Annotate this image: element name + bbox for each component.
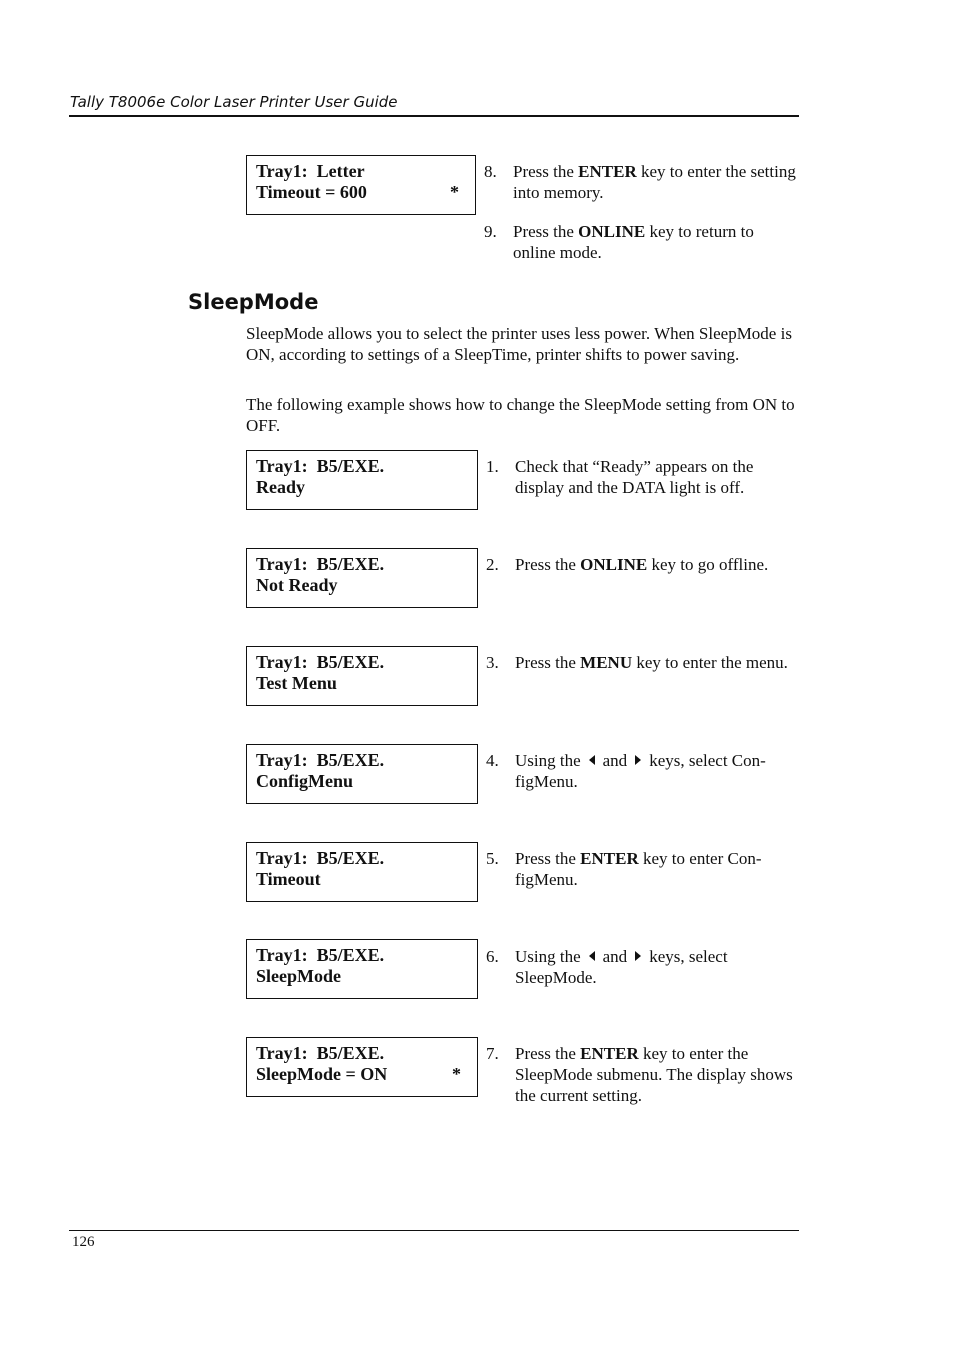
lcd-display-ready [246, 450, 478, 510]
lcd-display-test-menu [246, 646, 478, 706]
step-text: Press the [515, 555, 581, 574]
lcd-display-timeout [246, 155, 476, 215]
step-text: key to go offline. [647, 555, 769, 574]
lcd-display-timeout-menu [246, 842, 478, 902]
step-number: 7. [486, 1044, 499, 1063]
lcd-line-1: Tray1: B5/EXE. [256, 1043, 385, 1063]
step-number: 6. [486, 947, 499, 966]
lcd-display-not-ready [246, 548, 478, 608]
step-text: Press the [515, 1044, 581, 1063]
step-7 [486, 1043, 798, 1106]
step-number: 1. [486, 457, 499, 476]
step-text: Using the [515, 751, 581, 770]
step-4 [486, 750, 798, 792]
step-number: 3. [486, 653, 499, 672]
step-text: Check that “Ready” appears on the display and the DATA light is off. [515, 457, 754, 497]
lcd-star: * [452, 1064, 461, 1084]
step-number: 5. [486, 849, 499, 868]
right-triangle-icon [635, 951, 641, 961]
step-2 [486, 554, 798, 575]
step-text: Press the [513, 162, 579, 181]
step-8 [484, 161, 796, 203]
lcd-line-1: Tray1: B5/EXE. [256, 456, 385, 476]
lcd-line-2: SleepMode [256, 966, 341, 986]
lcd-line-2: ConfigMenu [256, 771, 354, 791]
step-text: key to enter the setting into memory. [513, 162, 796, 202]
right-triangle-icon [635, 755, 641, 765]
step-text: key to enter Con-figMenu. [515, 849, 762, 889]
lcd-line-1: Tray1: B5/EXE. [256, 750, 385, 770]
step-text: keys, select Con-figMenu. [515, 751, 766, 791]
left-triangle-icon [589, 951, 595, 961]
step-5 [486, 848, 798, 890]
step-text: key to enter the menu. [632, 653, 788, 672]
step-number: 2. [486, 555, 499, 574]
key-name: ENTER [580, 1044, 639, 1063]
lcd-line-2: Timeout = 600 [256, 182, 367, 202]
section-title: SleepMode [188, 290, 319, 314]
lcd-display-configmenu [246, 744, 478, 804]
lcd-line-1: Tray1: B5/EXE. [256, 554, 385, 574]
lcd-line-2: SleepMode = ON [256, 1064, 388, 1084]
key-name: MENU [580, 653, 633, 672]
left-triangle-icon [589, 755, 595, 765]
lcd-display-sleepmode-on [246, 1037, 478, 1097]
header-rule [69, 115, 799, 117]
step-text: key to enter the SleepMode submenu. The display shows the current setting. [515, 1044, 793, 1105]
step-1 [486, 456, 798, 498]
step-text: and [602, 947, 628, 966]
lcd-line-1: Tray1: B5/EXE. [256, 945, 385, 965]
lcd-line-2: Ready [256, 477, 305, 497]
key-name: ONLINE [578, 222, 646, 241]
step-number: 4. [486, 751, 499, 770]
key-name: ENTER [580, 849, 639, 868]
step-text: Press the [515, 653, 581, 672]
step-number: 9. [484, 222, 497, 241]
step-6 [486, 946, 798, 988]
lcd-display-sleepmode [246, 939, 478, 999]
intro-paragraph: SleepMode allows you to select the printer uses less power. When SleepMode is ON, according to settings of a SleepTime, printer shifts to power saving. [246, 324, 792, 364]
step-text: Press the [513, 222, 579, 241]
step-text: key to return to online mode. [513, 222, 754, 262]
lcd-line-2: Test Menu [256, 673, 337, 693]
step-text: Using the [515, 947, 581, 966]
lcd-star: * [450, 182, 459, 202]
step-9 [484, 221, 796, 263]
step-text: and [602, 751, 628, 770]
step-number: 8. [484, 162, 497, 181]
key-name: ONLINE [580, 555, 648, 574]
lcd-line-2: Timeout [256, 869, 321, 889]
running-header: Tally T8006e Color Laser Printer User Guide [70, 93, 398, 111]
page-number: 126 [72, 1234, 95, 1250]
lcd-line-1: Tray1: B5/EXE. [256, 848, 385, 868]
step-3 [486, 652, 798, 673]
step-text: Press the [515, 849, 581, 868]
lcd-line-2: Not Ready [256, 575, 338, 595]
key-name: ENTER [578, 162, 637, 181]
footer-rule [69, 1230, 799, 1231]
step-text: keys, select SleepMode. [515, 947, 728, 987]
lcd-line-1: Tray1: B5/EXE. [256, 652, 385, 672]
example-paragraph: The following example shows how to change the SleepMode setting from ON to OFF. [246, 395, 795, 435]
lcd-line-1: Tray1: Letter [256, 161, 365, 181]
